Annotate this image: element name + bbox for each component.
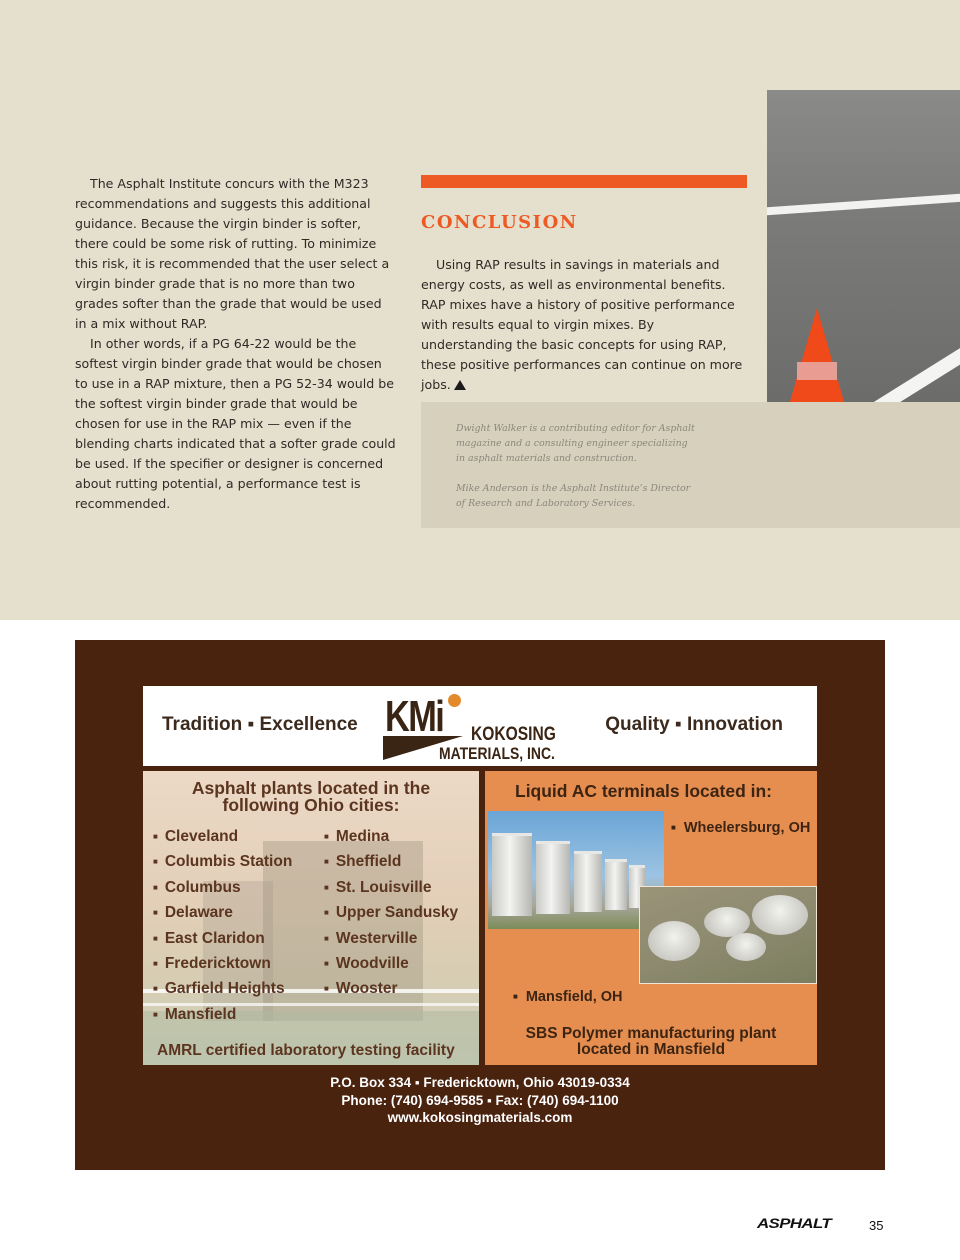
tagline-left: Tradition ▪ Excellence: [162, 714, 358, 735]
city-item: ■ Medina: [324, 824, 458, 849]
tank-shape: [536, 841, 570, 914]
city-item: ■ Sheffield: [324, 849, 458, 874]
storage-tanks-photo: [488, 811, 664, 929]
ad-website: www.kokosingmaterials.com: [387, 1110, 573, 1125]
tank-shape: [605, 859, 627, 910]
city-item: ■ Cleveland: [153, 824, 292, 849]
traffic-cone-icon: [783, 308, 851, 402]
author-bio: Dwight Walker is a contributing editor for Asphalt magazine and a consulting engineer specializing in asphalt materials and construction.: [456, 423, 695, 464]
ad-header: [143, 686, 817, 766]
kokosing-advertisement: [75, 640, 885, 1170]
terminal-city: ■ Wheelersburg, OH: [671, 820, 810, 836]
section-rule: [421, 175, 747, 188]
city-item: ■ St. Louisville: [324, 875, 458, 900]
logo-name: MATERIALS, INC.: [439, 744, 555, 763]
city-item: ■ Mansfield: [153, 1002, 292, 1027]
tank-shape: [492, 833, 532, 916]
aerial-tanks-photo: [639, 886, 817, 984]
article-left-column: [75, 174, 397, 514]
city-item: ■ Columbis Station: [153, 849, 292, 874]
asphalt-plants-panel: [143, 771, 479, 1065]
terminals-title: Liquid AC terminals located in:: [515, 781, 773, 801]
city-item: ■ Garfield Heights: [153, 976, 292, 1001]
terminals-panel: [485, 771, 817, 1065]
tank-shape: [648, 921, 700, 961]
ad-address: P.O. Box 334 ▪ Fredericktown, Ohio 43019-0334: [330, 1075, 630, 1090]
article-paragraph: The Asphalt Institute concurs with the M323 recommendations and suggests this additional guidance. Because the virgin binder is softer, there could be some risk of rutting. To minimize this risk, it is recommended that the user select a virgin binder grade that is no more than two grades softer than the grade that would be used in a mix without RAP.: [75, 176, 390, 331]
conclusion-paragraph: Using RAP results in savings in materials and energy costs, as well as environmental benefits. RAP mixes have a history of positive performance with results equal to virgin mixes. By understanding the basic concepts for using RAP, these positive performances can continue on more jobs.: [421, 257, 743, 392]
end-of-article-icon: [454, 380, 466, 390]
plants-title: Asphalt plants located in the following Ohio cities:: [191, 778, 431, 815]
city-item: ■ Columbus: [153, 875, 292, 900]
article-paragraph: In other words, if a PG 64-22 would be the softest virgin binder grade that would be chosen to use in a RAP mixture, then a PG 52-34 would be the softest virgin binder grade that would be chosen for use in the RAP mix — even if the blending charts indicated that a softer grade could be used. If the specifier or designer is concerned about rutting potential, a performance test is recommended.: [75, 336, 396, 511]
city-item: ■ Fredericktown: [153, 951, 292, 976]
company-logo: [383, 692, 573, 764]
magazine-masthead: ASPHALT: [757, 1216, 832, 1231]
tank-shape: [574, 851, 602, 912]
cone-reflective-band: [797, 362, 837, 380]
author-bio: Mike Anderson is the Asphalt Institute’s Director of Research and Laboratory Services.: [456, 483, 691, 509]
city-list: [153, 824, 292, 1027]
tank-shape: [726, 933, 766, 961]
road-stripe: [843, 304, 960, 402]
terminal-city: ■ Mansfield, OH: [513, 989, 623, 1005]
ad-contact-info: [75, 1074, 885, 1127]
page-number: 35: [869, 1218, 884, 1233]
conclusion-heading: CONCLUSION: [421, 212, 578, 233]
logo-mark: KMi: [385, 692, 444, 741]
city-item: ■ Delaware: [153, 900, 292, 925]
city-item: ■ Wooster: [324, 976, 458, 1001]
ad-phone: Phone: (740) 694-9585 ▪ Fax: (740) 694-1100: [341, 1092, 619, 1108]
sbs-plant-note: SBS Polymer manufacturing plant located in Mansfield: [525, 1025, 777, 1058]
logo-dot-icon: [448, 694, 461, 707]
traffic-cone-photo: [767, 90, 960, 402]
tagline-right: Quality ▪ Innovation: [605, 714, 783, 735]
road-stripe: [767, 191, 960, 216]
city-item: ■ Woodville: [324, 951, 458, 976]
city-item: ■ East Claridon: [153, 926, 292, 951]
city-item: ■ Westerville: [324, 926, 458, 951]
tank-shape: [752, 895, 808, 935]
logo-name: KOKOSING: [471, 724, 556, 745]
conclusion-column: [421, 255, 747, 395]
city-list: [324, 824, 458, 1002]
amrl-note: AMRL certified laboratory testing facility: [157, 1042, 455, 1059]
city-item: ■ Upper Sandusky: [324, 900, 458, 925]
